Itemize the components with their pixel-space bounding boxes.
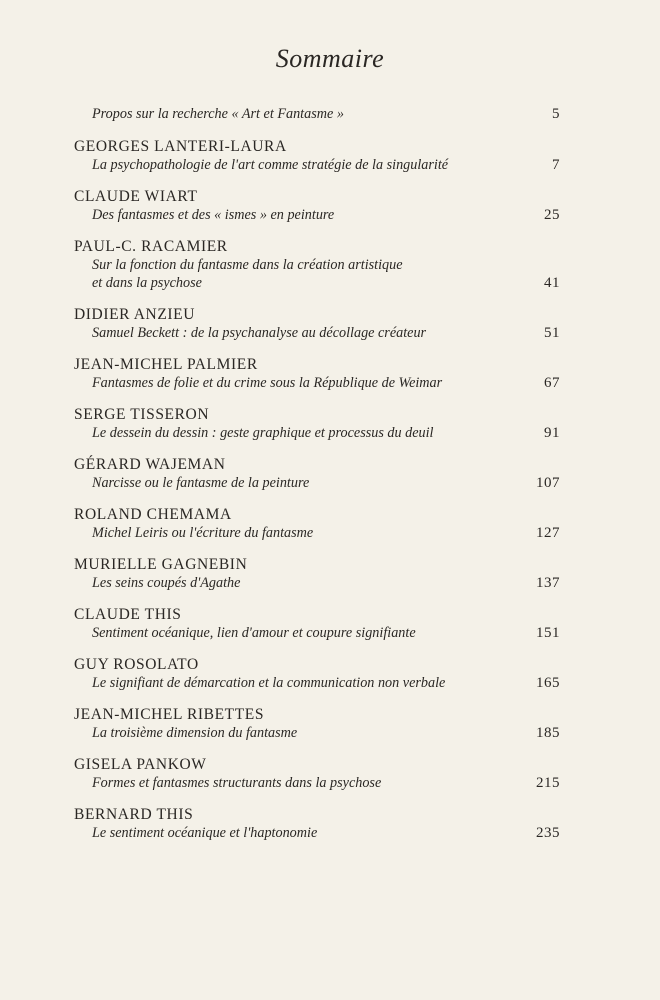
toc-author: JEAN-MICHEL PALMIER: [74, 356, 258, 373]
toc-entry: [74, 706, 560, 742]
toc-title-line: Fantasmes de folie et du crime sous la République de Weimar: [92, 375, 443, 391]
toc-titles: [74, 206, 560, 224]
toc-author: JEAN-MICHEL RIBETTES: [74, 706, 265, 723]
toc-title-line: Le sentiment océanique et l'haptonomie: [92, 825, 318, 841]
toc-title-line: Propos sur la recherche « Art et Fantasme »: [92, 106, 344, 122]
toc-title-line: Des fantasmes et des « ismes » en peinture: [92, 207, 335, 223]
toc-title-line: et dans la psychose: [92, 275, 202, 291]
toc-titles: [74, 474, 560, 492]
toc-page-number: 137: [536, 575, 560, 591]
toc-page-number: 25: [544, 207, 560, 223]
toc-page-number: 51: [544, 325, 560, 341]
toc-page-number: 185: [536, 725, 560, 741]
toc-page-number: 7: [552, 157, 560, 173]
toc-entry: [74, 238, 560, 292]
toc-author: GUY ROSOLATO: [74, 656, 199, 673]
toc-author: CLAUDE WIART: [74, 188, 198, 205]
toc-entry: [74, 138, 560, 174]
toc-author: MURIELLE GAGNEBIN: [74, 556, 248, 573]
toc-titles: [74, 424, 560, 442]
toc-entry: [74, 556, 560, 592]
toc-entry: [74, 806, 560, 842]
toc-title-line: Michel Leiris ou l'écriture du fantasme: [92, 525, 314, 541]
toc-page-number: 215: [536, 775, 560, 791]
toc-page-number: 235: [536, 825, 560, 841]
toc-author: ROLAND CHEMAMA: [74, 506, 232, 523]
toc-entry: [74, 506, 560, 542]
toc-page-number: 165: [536, 675, 560, 691]
toc-title-line: Le dessein du dessin : geste graphique et processus du deuil: [92, 425, 434, 441]
toc-author: GÉRARD WAJEMAN: [74, 456, 226, 473]
toc-titles: [74, 774, 560, 792]
toc-page-number: 5: [552, 106, 560, 122]
toc-author: DIDIER ANZIEU: [74, 306, 196, 323]
toc-author: SERGE TISSERON: [74, 406, 210, 423]
toc-author: BERNARD THIS: [74, 806, 194, 823]
toc-entry: [74, 656, 560, 692]
toc-titles: [74, 574, 560, 592]
table-of-contents: [74, 105, 560, 856]
toc-titles: [74, 156, 560, 174]
toc-entry: [74, 188, 560, 224]
toc-title-line: Samuel Beckett : de la psychanalyse au décollage créateur: [92, 325, 427, 341]
toc-title-line: La troisième dimension du fantasme: [92, 725, 298, 741]
toc-title-line: Sentiment océanique, lien d'amour et coupure signifiante: [92, 625, 416, 641]
toc-author: GISELA PANKOW: [74, 756, 207, 773]
toc-entry: [74, 406, 560, 442]
toc-titles: [74, 324, 560, 342]
page-title: Sommaire: [275, 44, 385, 73]
toc-titles: [74, 624, 560, 642]
toc-entry: [74, 306, 560, 342]
toc-page-number: 67: [544, 375, 560, 391]
toc-author: PAUL-C. RACAMIER: [74, 238, 228, 255]
toc-entry: [74, 105, 560, 123]
toc-title-line: Narcisse ou le fantasme de la peinture: [92, 475, 310, 491]
toc-titles: [74, 105, 560, 123]
toc-titles: [74, 524, 560, 542]
toc-page-number: 151: [536, 625, 560, 641]
toc-entry: [74, 606, 560, 642]
toc-page-number: 41: [544, 275, 560, 291]
toc-title-line: Formes et fantasmes structurants dans la psychose: [92, 775, 382, 791]
toc-entry: [74, 756, 560, 792]
toc-titles: [74, 256, 560, 292]
toc-titles: [74, 374, 560, 392]
toc-author: GEORGES LANTERI-LAURA: [74, 138, 287, 155]
toc-titles: [74, 724, 560, 742]
toc-titles: [74, 824, 560, 842]
toc-page-number: 107: [536, 475, 560, 491]
toc-titles: [74, 674, 560, 692]
toc-entry: [74, 356, 560, 392]
toc-author: CLAUDE THIS: [74, 606, 182, 623]
toc-entry: [74, 456, 560, 492]
toc-title-line: Les seins coupés d'Agathe: [92, 575, 241, 591]
toc-title-line: La psychopathologie de l'art comme stratégie de la singularité: [92, 157, 449, 173]
toc-page-number: 127: [536, 525, 560, 541]
toc-title-line: Sur la fonction du fantasme dans la création artistique: [92, 257, 403, 273]
toc-title-line: Le signifiant de démarcation et la communication non verbale: [92, 675, 446, 691]
toc-page-number: 91: [544, 425, 560, 441]
